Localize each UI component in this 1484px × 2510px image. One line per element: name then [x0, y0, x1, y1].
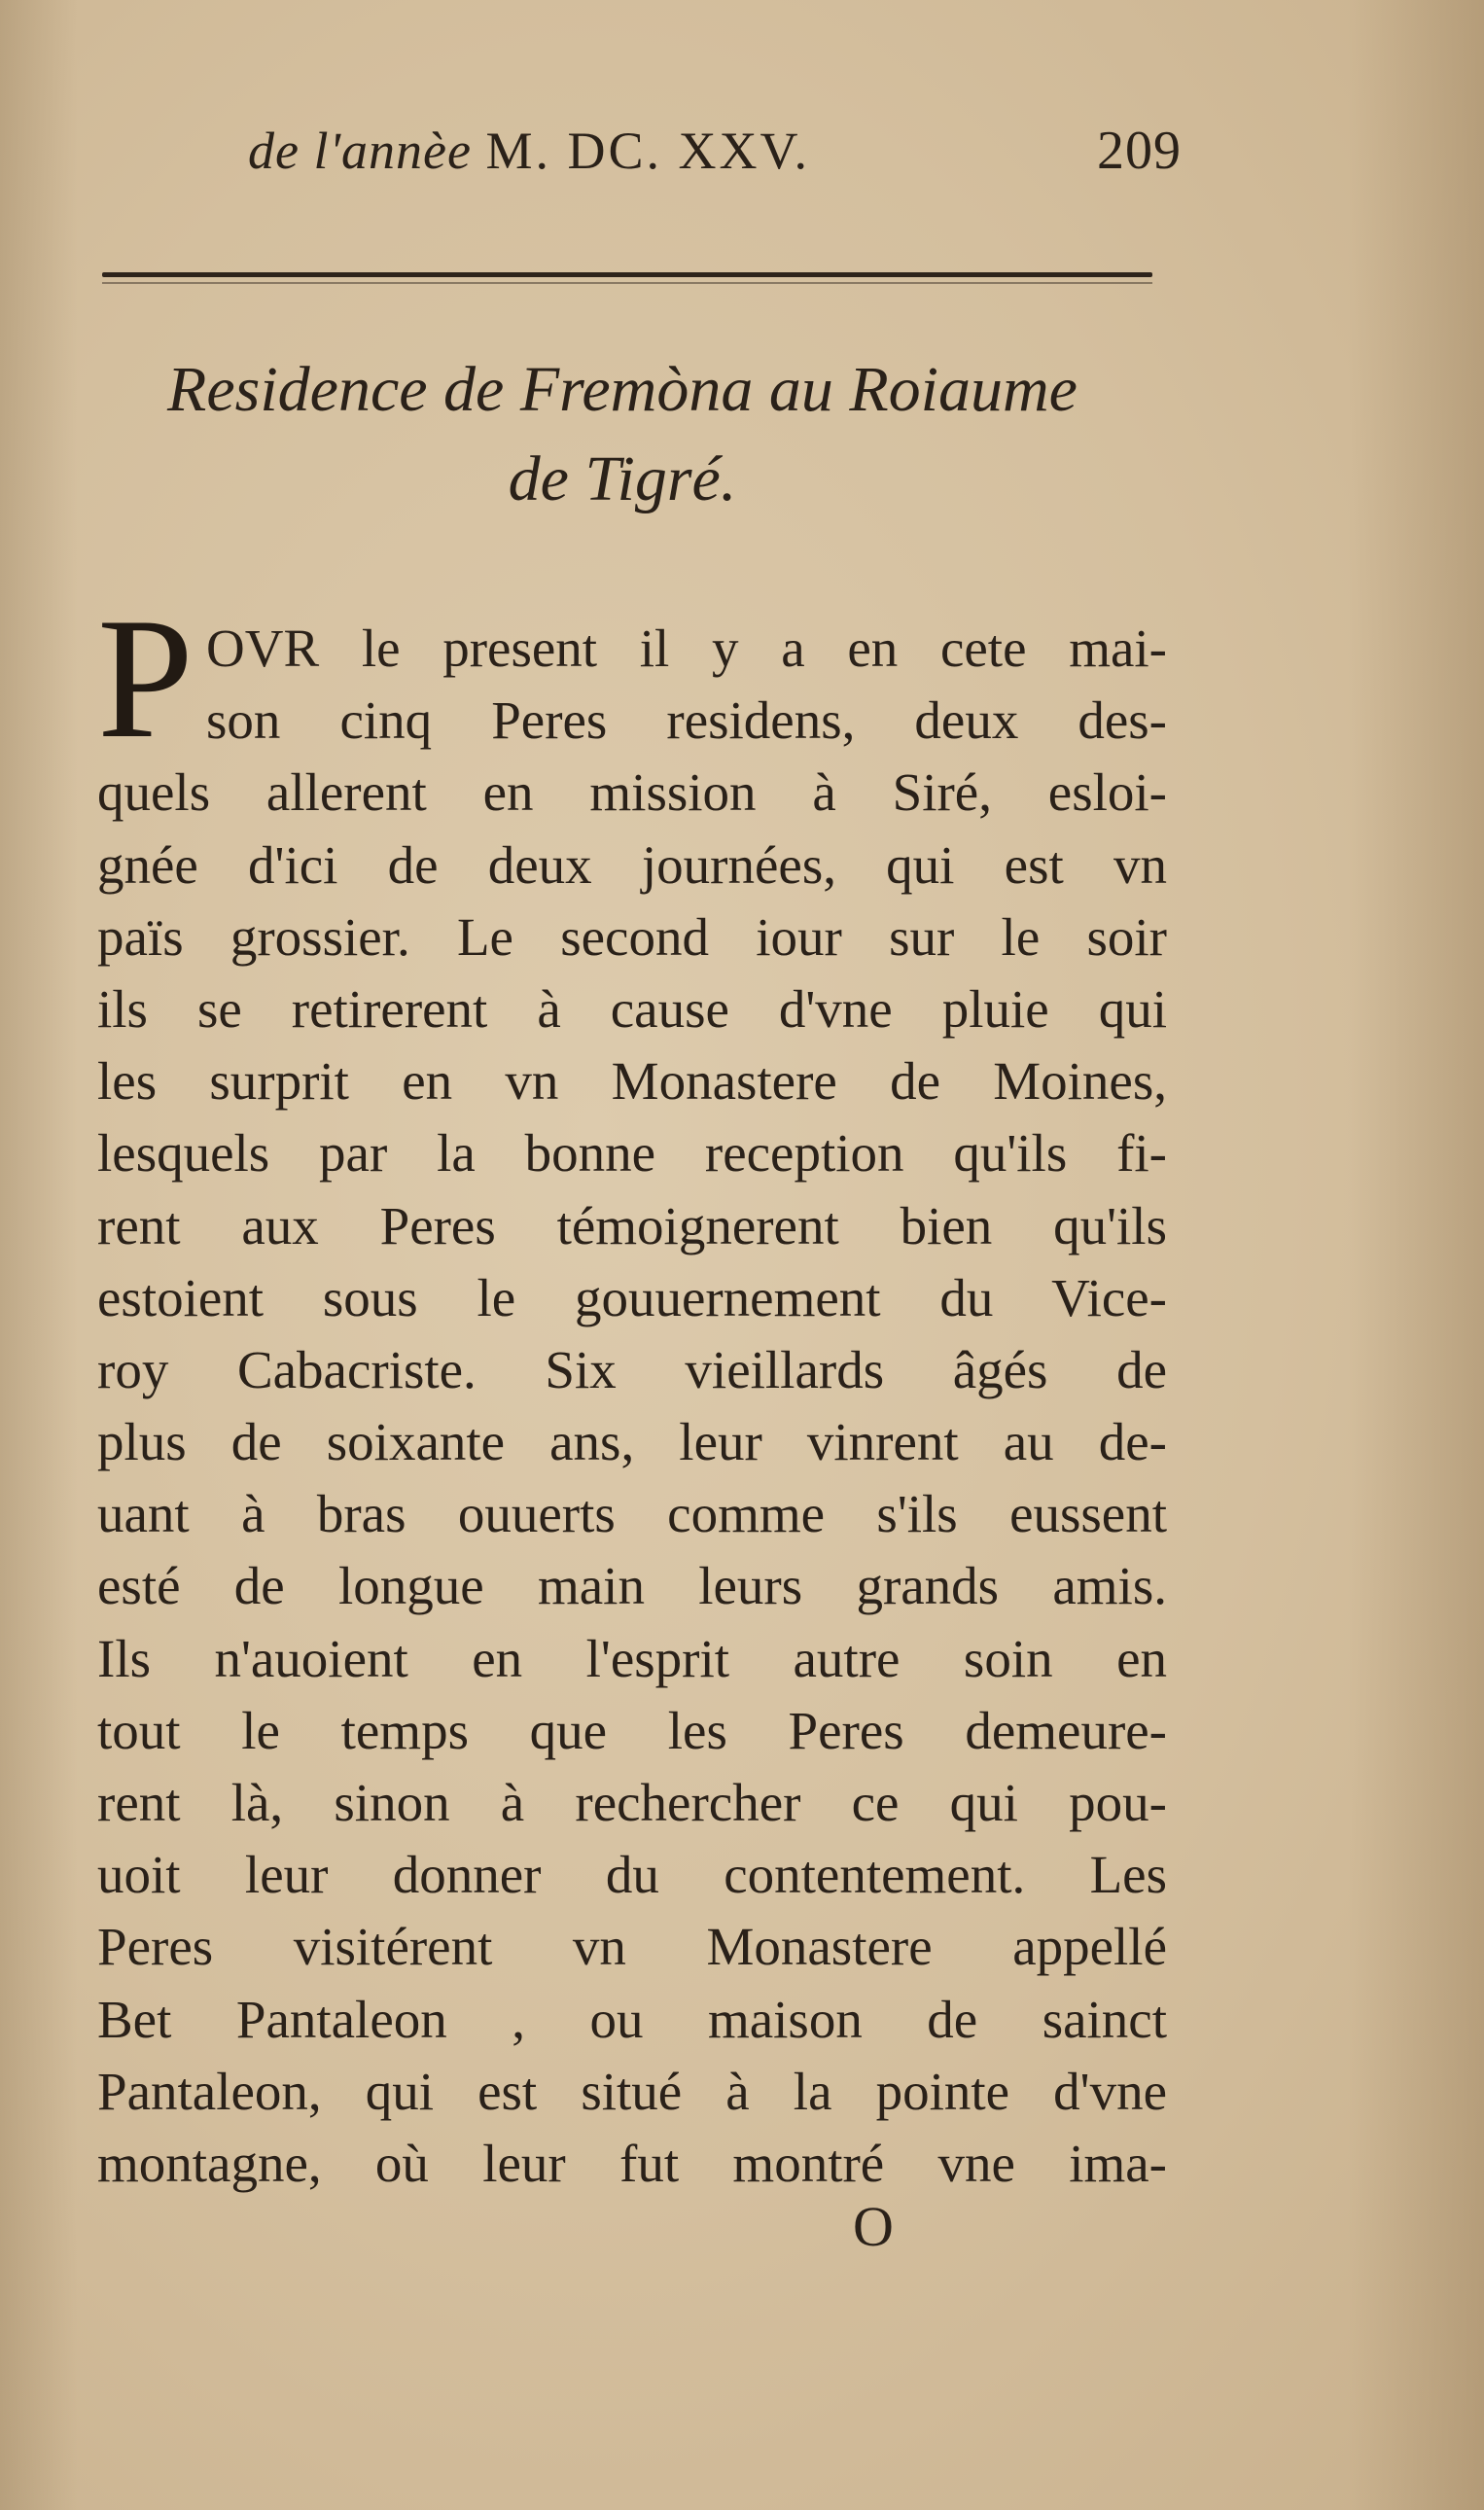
- page-edge-shadow-left: [0, 0, 78, 2510]
- running-head-italic: de l'annèe: [248, 122, 472, 180]
- text-line: Ils n'auoient en l'esprit autre soin en: [97, 1628, 1167, 1688]
- body-text: [97, 613, 1167, 2200]
- text-line: Bet Pantaleon , ou maison de sainct: [97, 1989, 1167, 2049]
- section-title-line-1: Residence de Fremòna au Roiaume: [167, 354, 1078, 425]
- text-line: les surprit en vn Monastere de Moines,: [97, 1051, 1167, 1112]
- running-head: [248, 112, 1182, 190]
- header-rule: [102, 272, 1152, 277]
- section-title: [97, 345, 1148, 524]
- signature-mark: O: [853, 2195, 894, 2258]
- text-line: son cinq Peres residens, deux des-: [206, 690, 1167, 751]
- page-edge-shadow-right: [1348, 0, 1484, 2510]
- running-head-year: M. DC. XXV.: [485, 122, 811, 180]
- text-line: montagne, où leur fut montré vne ima-: [97, 2133, 1167, 2193]
- text-line: OVR le present il y a en cete mai-: [206, 619, 1167, 678]
- text-line: uoit leur donner du contentement. Les: [97, 1845, 1167, 1905]
- text-line: esté de longue main leurs grands amis.: [97, 1556, 1167, 1616]
- header-rule-thin: [102, 282, 1152, 284]
- text-line: ils se retirerent à cause d'vne pluie qui: [97, 978, 1167, 1039]
- text-line: païs grossier. Le second iour sur le soir: [97, 906, 1167, 967]
- drop-cap: P: [97, 582, 194, 774]
- text-line: estoient sous le gouuernement du Vice-: [97, 1267, 1167, 1327]
- page-number: 209: [1097, 121, 1182, 181]
- text-line: roy Cabacriste. Six vieillards âgés de: [97, 1339, 1167, 1399]
- text-line: uant à bras ouuerts comme s'ils eussent: [97, 1484, 1167, 1544]
- section-title-line-2: de Tigré.: [508, 443, 737, 514]
- text-line: gnée d'ici de deux journées, qui est vn: [97, 834, 1167, 895]
- text-line: plus de soixante ans, leur vinrent au de-: [97, 1412, 1167, 1472]
- text-line: lesquels par la bonne reception qu'ils fi-: [97, 1123, 1167, 1184]
- text-line: rent là, sinon à rechercher ce qui pou-: [97, 1773, 1167, 1832]
- text-line: Pantaleon, qui est situé à la pointe d'vne: [97, 2061, 1167, 2121]
- text-line: rent aux Peres témoignerent bien qu'ils: [97, 1195, 1167, 1255]
- text-line: quels allerent en mission à Siré, esloi-: [97, 762, 1167, 823]
- text-line: Peres visitérent vn Monastere appellé: [97, 1917, 1167, 1977]
- text-line: tout le temps que les Peres demeure-: [97, 1700, 1167, 1760]
